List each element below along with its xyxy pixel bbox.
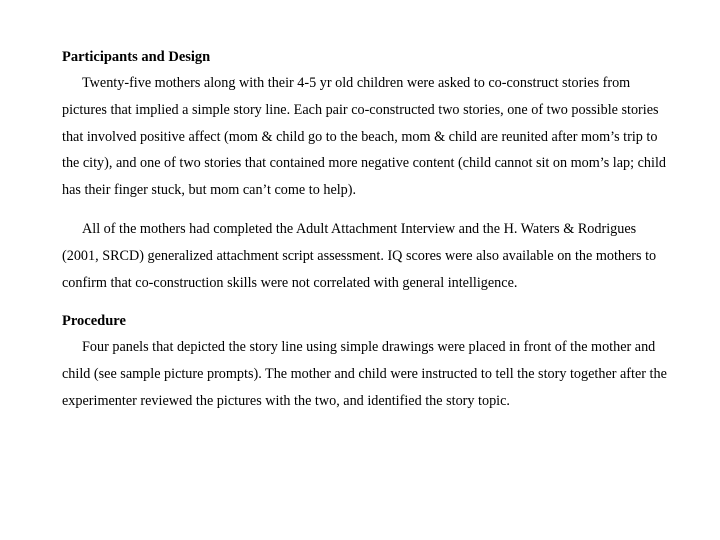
section-heading-procedure: Procedure	[62, 313, 126, 330]
section-spacer	[62, 296, 672, 308]
paragraph-participants-2: All of the mothers had completed the Adult Attachment Interview and the H. Waters & Rodrigues (2001, SRCD) generalized attachment script assessment. IQ scores were also available on the mothers to confirm that co-construction skills were not correlated with general intelligence.	[62, 220, 657, 291]
paragraph-procedure-1: Four panels that depicted the story line using simple drawings were placed in front of the mother and child (see sample picture prompts). The mother and child were instructed to tell the story together after the experimenter reviewed the pictures with the two, and identified the story topic.	[62, 339, 667, 409]
section-heading-participants: Participants and Design	[62, 49, 211, 65]
document-page	[62, 44, 672, 415]
paragraph-spacer	[62, 204, 672, 216]
paragraph-participants-1: Twenty-five mothers along with their 4-5 yr old children were asked to co-construct stories from pictures that implied a simple story line. Each pair co-constructed two stories, one of two possible stories that involved positive affect (mom & child go to the beach, mom & child are reunited after mom’s trip to the city), and one of two stories that contained more negative content (child cannot sit on mom’s lap; child has their finger stuck, but mom can’t come to help).	[62, 75, 666, 199]
